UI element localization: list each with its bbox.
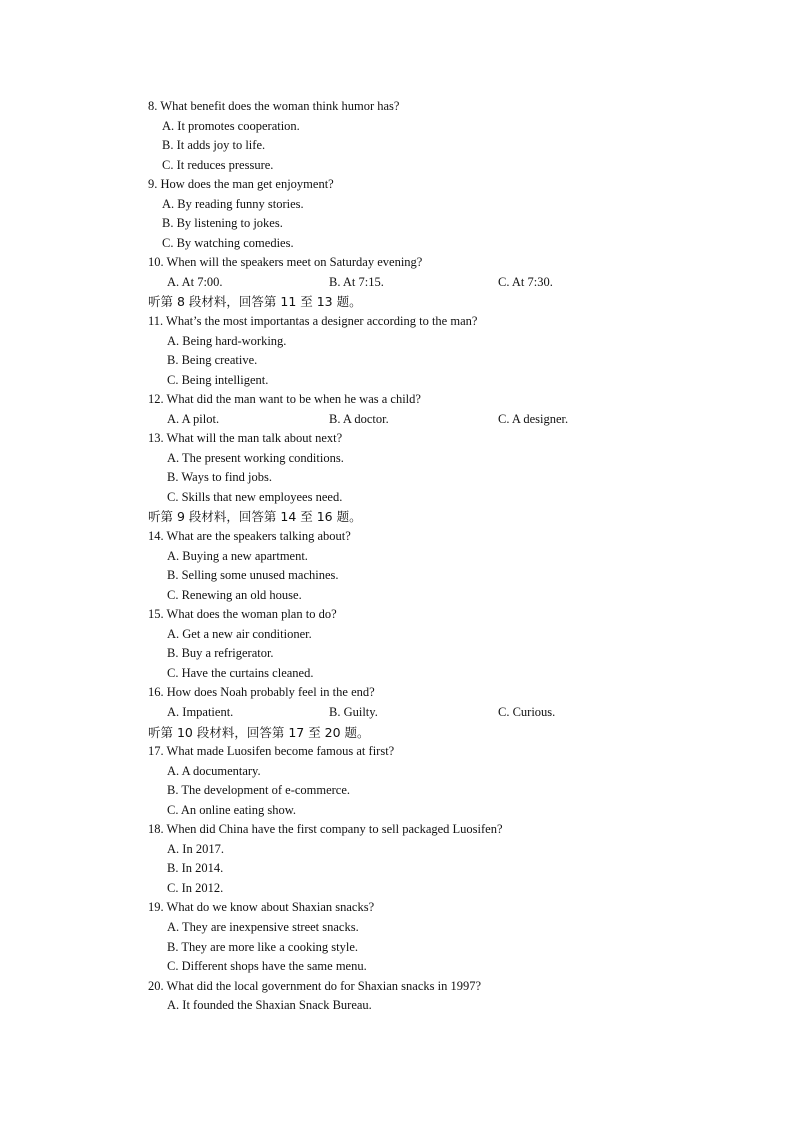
section-heading-9: 听第 9 段材料，回答第 14 至 16 题。 [148,509,362,525]
q11-option-c: C. Being intelligent. [167,372,269,387]
q8-option-c: C. It reduces pressure. [162,157,274,172]
q20-option-a: A. It founded the Shaxian Snack Bureau. [167,998,372,1013]
q10-option-a: A. At 7:00. [167,274,223,289]
q15-option-a: A. Get a new air conditioner. [167,626,312,641]
q10-options [148,273,668,293]
q14-option-a: A. Buying a new apartment. [167,548,308,563]
q18-option-c: C. In 2012. [167,880,224,895]
q8-option-b: B. It adds joy to life. [162,138,266,153]
q14-option-b: B. Selling some unused machines. [167,568,339,583]
q15-option-b: B. Buy a refrigerator. [167,646,274,661]
question-20: 20. What did the local government do for Shaxian snacks in 1997? [148,978,482,993]
question-9: 9. How does the man get enjoyment? [148,177,334,192]
q12-option-a: A. A pilot. [167,411,220,426]
section-heading-10: 听第 10 段材料，回答第 17 至 20 题。 [148,724,370,740]
q16-options [148,703,668,723]
question-15: 15. What does the woman plan to do? [148,607,337,622]
question-11: 11. What’s the most importantas a designer according to the man? [148,314,478,329]
q13-option-c: C. Skills that new employees need. [167,489,343,504]
q17-option-b: B. The development of e-commerce. [167,783,351,798]
q11-option-a: A. Being hard-working. [167,333,287,348]
question-18: 18. When did China have the first company to sell packaged Luosifen? [148,822,503,837]
question-14: 14. What are the speakers talking about? [148,529,351,544]
q19-option-c: C. Different shops have the same menu. [167,959,367,974]
q9-option-c: C. By watching comedies. [162,235,294,250]
question-10: 10. When will the speakers meet on Saturday evening? [148,255,423,270]
section-heading-8: 听第 8 段材料，回答第 11 至 13 题。 [148,294,362,310]
question-12: 12. What did the man want to be when he was a child? [148,392,421,407]
q16-option-c: C. Curious. [498,704,556,719]
question-16: 16. How does Noah probably feel in the end? [148,685,375,700]
q13-option-b: B. Ways to find jobs. [167,470,273,485]
question-13: 13. What will the man talk about next? [148,431,343,446]
question-17: 17. What made Luosifen become famous at first? [148,744,395,759]
q19-option-a: A. They are inexpensive street snacks. [167,919,359,934]
q19-option-b: B. They are more like a cooking style. [167,939,359,954]
q17-option-a: A. A documentary. [167,763,261,778]
q8-option-a: A. It promotes cooperation. [162,118,300,133]
q16-option-b: B. Guilty. [329,704,378,719]
q9-option-b: B. By listening to jokes. [162,216,283,231]
q18-option-b: B. In 2014. [167,861,224,876]
q10-option-c: C. At 7:30. [498,274,553,289]
q14-option-c: C. Renewing an old house. [167,587,302,602]
question-list [148,97,668,1016]
q15-option-c: C. Have the curtains cleaned. [167,665,314,680]
q16-option-a: A. Impatient. [167,704,234,719]
q13-option-a: A. The present working conditions. [167,450,344,465]
q12-options [148,410,668,430]
q11-option-b: B. Being creative. [167,353,258,368]
question-8: 8. What benefit does the woman think humor has? [148,99,400,113]
q9-option-a: A. By reading funny stories. [162,196,304,211]
q10-option-b: B. At 7:15. [329,274,384,289]
q18-option-a: A. In 2017. [167,841,224,856]
q12-option-b: B. A doctor. [329,411,389,426]
q17-option-c: C. An online eating show. [167,802,297,817]
question-19: 19. What do we know about Shaxian snacks? [148,900,375,915]
q12-option-c: C. A designer. [498,411,569,426]
